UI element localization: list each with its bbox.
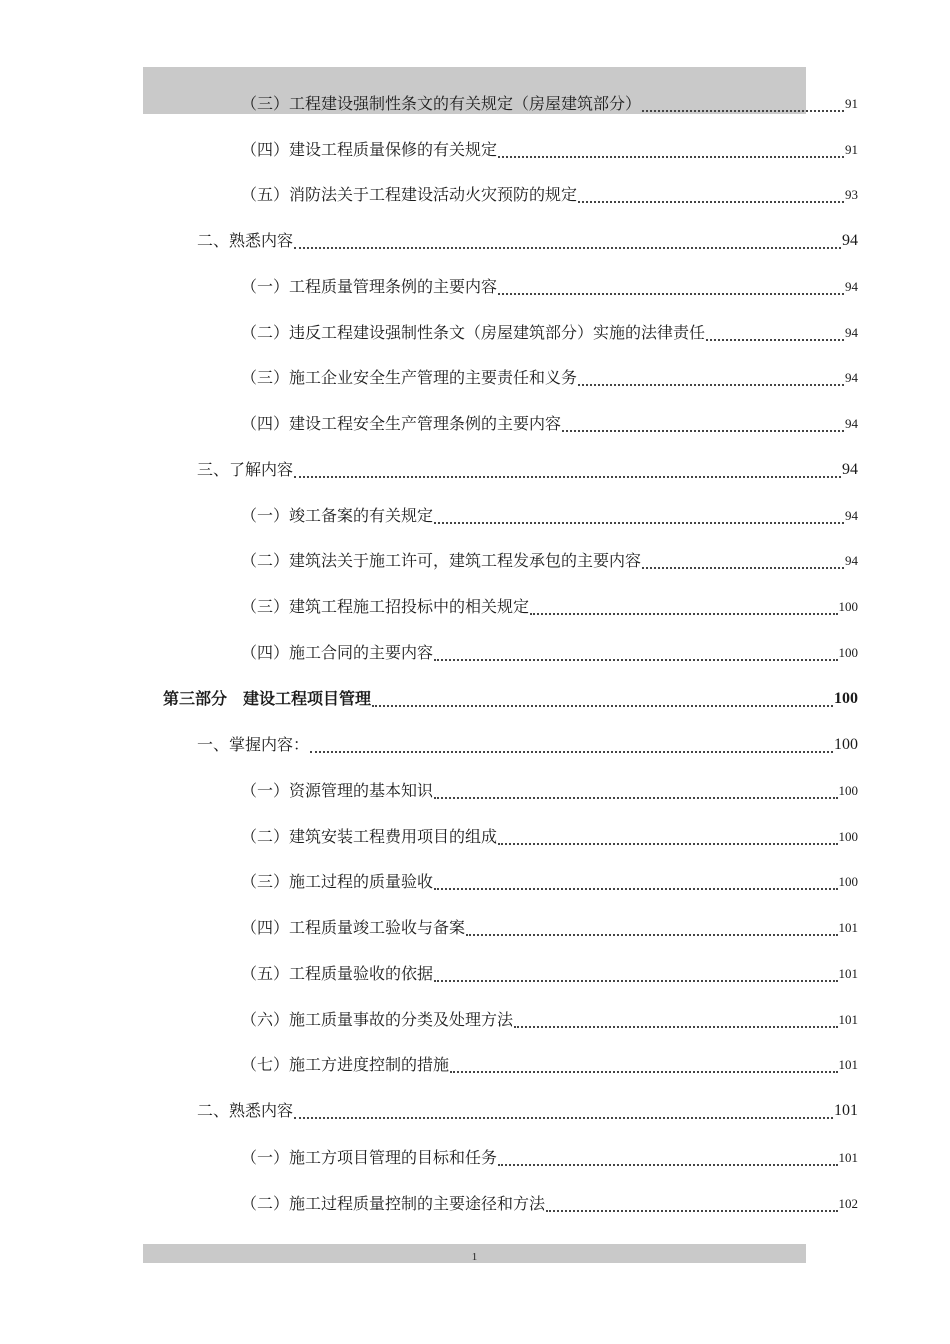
toc-entry-page: 94 <box>842 232 858 249</box>
toc-entry-title: （四）施工合同的主要内容 <box>241 643 434 662</box>
toc-entry-title: 二、熟悉内容 <box>197 1101 294 1120</box>
toc-entry-page: 94 <box>845 279 858 294</box>
toc-entry[interactable] <box>241 273 858 301</box>
toc-entry-title: （一）施工方项目管理的目标和任务 <box>241 1148 498 1167</box>
toc-entry-title: （二）违反工程建设强制性条文（房屋建筑部分）实施的法律责任 <box>241 323 706 342</box>
toc-entry[interactable] <box>241 914 858 942</box>
toc-leader <box>498 1163 837 1166</box>
toc-entry-page: 100 <box>834 690 858 707</box>
toc-leader <box>372 704 833 707</box>
toc-entry[interactable] <box>241 777 858 805</box>
toc-entry[interactable] <box>241 547 858 575</box>
toc-entry-title: （二）施工过程质量控制的主要途径和方法 <box>241 1194 546 1213</box>
toc-entry-page: 101 <box>834 1102 858 1119</box>
toc-leader <box>294 246 841 249</box>
toc-entry-title: （一）工程质量管理条例的主要内容 <box>241 277 498 296</box>
toc-leader <box>530 612 837 615</box>
toc-entry-title: （五）工程质量验收的依据 <box>241 964 434 983</box>
toc-entry-page: 94 <box>845 416 858 431</box>
toc-leader <box>642 109 844 112</box>
toc-leader <box>434 521 844 524</box>
toc-entry[interactable] <box>241 1051 858 1079</box>
toc-leader <box>498 842 837 845</box>
toc-entry-part[interactable] <box>163 685 858 713</box>
toc-leader <box>498 155 844 158</box>
toc-leader <box>294 1116 833 1119</box>
toc-entry[interactable] <box>241 1190 858 1218</box>
toc-entry[interactable] <box>241 593 858 621</box>
toc-entry-title: 三、了解内容 <box>197 460 294 479</box>
toc-entry-page: 100 <box>834 736 858 753</box>
toc-entry[interactable] <box>241 181 858 209</box>
toc-entry[interactable] <box>241 319 858 347</box>
toc-entry[interactable] <box>241 868 858 896</box>
toc-entry-title: 二、熟悉内容 <box>197 231 294 250</box>
toc-entry[interactable] <box>197 456 858 484</box>
toc-entry[interactable] <box>241 410 858 438</box>
toc-leader <box>466 933 837 936</box>
toc-entry[interactable] <box>241 823 858 851</box>
toc-entry-page: 100 <box>838 783 858 798</box>
toc-entry-page: 94 <box>845 553 858 568</box>
toc-entry-title: （三）工程建设强制性条文的有关规定（房屋建筑部分） <box>241 94 642 113</box>
toc-entry-page: 94 <box>842 461 858 478</box>
toc-entry-page: 100 <box>838 874 858 889</box>
toc-entry-page: 91 <box>845 96 858 111</box>
toc-entry[interactable] <box>241 960 858 988</box>
toc-entry-title: （一）资源管理的基本知识 <box>241 781 434 800</box>
toc-entry[interactable] <box>241 639 858 667</box>
toc-leader <box>434 979 837 982</box>
toc-leader <box>578 200 844 203</box>
toc-entry-title: （五）消防法关于工程建设活动火灾预防的规定 <box>241 185 578 204</box>
toc-leader <box>310 750 833 753</box>
toc-entry-page: 101 <box>838 966 858 981</box>
toc-leader <box>546 1209 837 1212</box>
toc-entry-page: 94 <box>845 325 858 340</box>
toc-entry[interactable] <box>241 136 858 164</box>
toc-entry[interactable] <box>241 502 858 530</box>
toc-leader <box>562 429 844 432</box>
toc-entry[interactable] <box>197 1097 858 1125</box>
toc-entry-page: 93 <box>845 187 858 202</box>
toc-entry-title: （四）工程质量竣工验收与备案 <box>241 918 466 937</box>
toc-leader <box>294 475 841 478</box>
toc-leader <box>498 292 844 295</box>
toc-entry-title: （四）建设工程质量保修的有关规定 <box>241 140 498 159</box>
toc-entry[interactable] <box>241 1006 858 1034</box>
toc-entry[interactable] <box>197 731 858 759</box>
toc-leader <box>578 383 844 386</box>
toc-entry[interactable] <box>241 90 858 118</box>
toc-entry-title: 第三部分 建设工程项目管理 <box>163 689 372 708</box>
toc-entry-title: （三）施工过程的质量验收 <box>241 872 434 891</box>
toc-entry-page: 94 <box>845 370 858 385</box>
toc-leader <box>642 566 844 569</box>
toc-entry-page: 102 <box>838 1196 858 1211</box>
toc-entry-title: （七）施工方进度控制的措施 <box>241 1055 450 1074</box>
toc-entry[interactable] <box>197 227 858 255</box>
footer-bar <box>143 1244 806 1263</box>
toc-leader <box>434 796 837 799</box>
toc-entry-page: 100 <box>838 829 858 844</box>
page-number: 1 <box>471 1251 478 1263</box>
toc-entry-title: 一、掌握内容： <box>197 735 310 754</box>
toc-entry-page: 100 <box>838 645 858 660</box>
toc-leader <box>706 338 844 341</box>
toc-entry-title: （二）建筑安装工程费用项目的组成 <box>241 827 498 846</box>
toc-entry[interactable] <box>241 1144 858 1172</box>
toc-entry-title: （四）建设工程安全生产管理条例的主要内容 <box>241 414 562 433</box>
toc-entry-page: 101 <box>838 1150 858 1165</box>
toc-leader <box>434 887 837 890</box>
toc-entry-page: 101 <box>838 1057 858 1072</box>
toc-leader <box>434 658 837 661</box>
toc-entry-title: （一）竣工备案的有关规定 <box>241 506 434 525</box>
toc-entry-page: 94 <box>845 508 858 523</box>
toc-entry-page: 101 <box>838 1012 858 1027</box>
toc-entry-title: （六）施工质量事故的分类及处理方法 <box>241 1010 514 1029</box>
toc-entry[interactable] <box>241 364 858 392</box>
toc-entry-title: （三）施工企业安全生产管理的主要责任和义务 <box>241 368 578 387</box>
toc-entry-page: 101 <box>838 920 858 935</box>
toc-entry-title: （二）建筑法关于施工许可，建筑工程发承包的主要内容 <box>241 551 642 570</box>
toc-entry-title: （三）建筑工程施工招投标中的相关规定 <box>241 597 530 616</box>
toc-entry-page: 100 <box>838 599 858 614</box>
toc-leader <box>450 1070 837 1073</box>
toc-leader <box>514 1025 837 1028</box>
toc-entry-page: 91 <box>845 142 858 157</box>
